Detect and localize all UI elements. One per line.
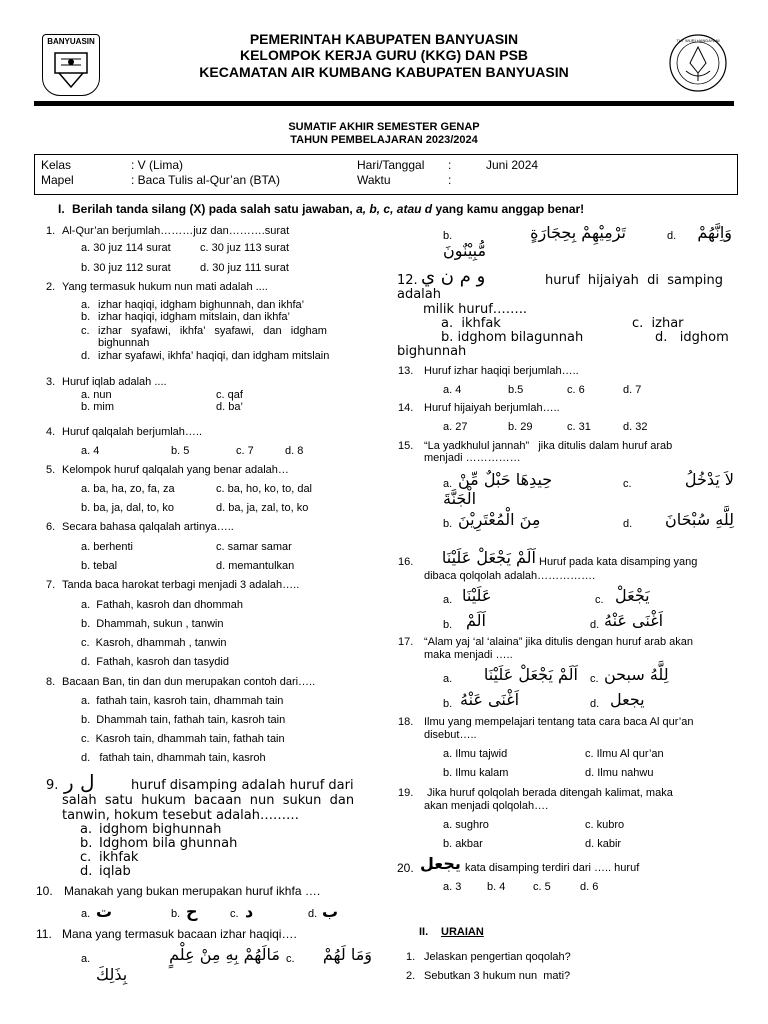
q17-option-b-arabic[interactable]: اَغْنَى عَنْهُ — [460, 690, 520, 709]
q16-option-a-arabic[interactable]: عَلَيْنَا — [462, 586, 492, 605]
q19-option-a[interactable]: a. sughro — [443, 819, 489, 831]
section-1-numeral: I. — [58, 202, 65, 216]
q3-option-c[interactable]: c. qaf — [216, 389, 243, 401]
q16-option-b[interactable]: b. — [443, 619, 453, 631]
q15-option-a-arabic-tail: حِيدِهَا — [515, 470, 553, 489]
header-line-2: KELOMPOK KERJA GURU (KKG) DAN PSB — [239, 47, 529, 63]
q18-text-2: disebut….. — [424, 729, 477, 741]
q2-letter-a: a. — [81, 299, 91, 311]
q11-option-d[interactable]: d. — [667, 230, 677, 242]
q19-option-d[interactable]: d. kabir — [585, 838, 622, 850]
q3-text: Huruf iqlab adalah .... — [62, 376, 167, 388]
q2-letter-b: b. — [81, 311, 91, 323]
q17-option-c-arabic[interactable]: لِلَّهُ سبحن — [604, 665, 669, 684]
q10-option-d-arabic[interactable]: ب — [322, 902, 339, 921]
q8-option-d[interactable]: d. fathah tain, dhammah tain, kasroh — [81, 752, 266, 764]
q18-text-1: Ilmu yang mempelajari tentang tata cara baca Al qur’an — [424, 716, 694, 728]
q15-text-2: menjadi …………… — [424, 452, 521, 464]
exam-title: SUMATIF AKHIR SEMESTER GENAP — [288, 121, 480, 133]
q19-option-b[interactable]: b. akbar — [443, 838, 483, 850]
q17-option-d[interactable]: d. — [590, 698, 600, 710]
q5-option-c[interactable]: c. ba, ho, ko, to, dal — [216, 483, 313, 495]
q11-option-b-arabic[interactable]: تَرْمِيْهِمْ بِحِجَارَةٍ — [530, 223, 626, 242]
q3-number: 3. — [46, 376, 56, 388]
essay-2-number: 2. — [406, 970, 416, 982]
q17-option-d-arabic[interactable]: يجعل — [610, 690, 645, 709]
q13-option-b[interactable]: b.5 — [508, 384, 524, 396]
q14-option-a[interactable]: a. 27 — [443, 421, 468, 433]
q13-option-c[interactable]: c. 6 — [567, 384, 585, 396]
q12-option-d-cont: bighunnah — [397, 344, 467, 359]
q9-text-1: huruf disamping adalah huruf dari — [131, 778, 354, 793]
instruction-options: a, b, c, atau d — [356, 202, 433, 216]
q11-option-a[interactable]: a. — [81, 953, 91, 965]
q5-option-a[interactable]: a. ba, ha, zo, fa, za — [81, 483, 175, 495]
q2-text: Yang termasuk hukum nun mati adalah .... — [62, 281, 268, 293]
q9-option-c[interactable]: ikhfak — [99, 850, 139, 865]
q11-option-a-arabic[interactable]: مَالَهُمْ بِهِ مِنْ عِلْمٍ — [169, 945, 280, 964]
q7-option-c[interactable]: c. Kasroh, dhammah , tanwin — [81, 637, 227, 649]
q12-option-b[interactable]: b. idghom bilagunnah — [441, 330, 584, 345]
header-line-3: KECAMATAN AIR KUMBANG KABUPATEN BANYUASIN — [199, 64, 569, 80]
q12-arabic: و م ن ي — [421, 266, 486, 287]
q20-option-b[interactable]: b. 4 — [487, 881, 506, 893]
q2-option-b[interactable]: izhar haqiqi, idgham mitslain, dan ikhfa’ — [98, 311, 290, 323]
q14-option-c[interactable]: c. 31 — [567, 421, 591, 433]
q20-option-d[interactable]: d. 6 — [580, 881, 599, 893]
q18-option-b[interactable]: b. Ilmu kalam — [443, 767, 509, 779]
q17-text-1: “Alam yaj ‘al ‘alaina” jika ditulis dengan huruf arab akan — [424, 636, 694, 648]
q10-text: Manakah yang bukan merupakan huruf ikhfa …. — [64, 884, 321, 898]
q3-option-b[interactable]: b. mim — [81, 401, 114, 413]
instruction-part-a: Berilah tanda silang (X) pada salah satu jawaban, — [72, 202, 357, 216]
q6-text: Secara bahasa qalqalah artinya….. — [62, 521, 234, 533]
q3-option-a[interactable]: a. nun — [81, 389, 112, 401]
q11-option-c-arabic[interactable]: وَمَا لَهُمْ — [322, 945, 372, 964]
q20-option-c[interactable]: c. 5 — [533, 881, 551, 893]
q13-option-d[interactable]: d. 7 — [623, 384, 642, 396]
q9-arabic: ل ر — [64, 770, 95, 794]
q4-text: Huruf qalqalah berjumlah….. — [62, 426, 203, 438]
header-line-1: PEMERINTAH KABUPATEN BANYUASIN — [249, 31, 519, 47]
waktu-label: Waktu — [357, 173, 391, 187]
q4-option-b[interactable]: b. 5 — [171, 445, 190, 457]
q20-text: kata disamping terdiri dari ….. huruf — [465, 862, 640, 874]
q7-text: Tanda baca harokat terbagi menjadi 3 adalah….. — [62, 579, 300, 591]
q15-option-c-arabic[interactable]: لاَ يَدْخُلُ — [684, 470, 734, 489]
q3-option-d[interactable]: d. ba’ — [216, 401, 243, 413]
q6-option-a[interactable]: a. berhenti — [81, 541, 133, 553]
exam-year: TAHUN PEMBELAJARAN 2023/2024 — [290, 134, 478, 146]
hari-colon: : — [448, 158, 452, 172]
q17-option-a[interactable]: a. — [443, 673, 453, 685]
q1-text: Al-Qur’an berjumlah………juz dan……….surat — [62, 225, 290, 237]
q10-option-a-arabic[interactable]: ت — [96, 902, 113, 921]
q16-arabic: اَلَمْ يَجْعَلْ عَلَيْنَا — [441, 548, 536, 567]
q12-option-d[interactable]: d. idghom — [655, 330, 729, 345]
q11-text: Mana yang termasuk bacaan izhar haqiqi…. — [62, 927, 297, 941]
q17-number: 17. — [398, 636, 414, 648]
q17-option-b[interactable]: b. — [443, 698, 453, 710]
q9-option-b[interactable]: Idghom bila ghunnah — [99, 836, 238, 851]
q12-text-3: milik huruf…….. — [423, 302, 528, 317]
q9-letter-d: d. — [80, 864, 93, 879]
q20-arabic: يجعل — [420, 854, 461, 873]
q10-option-d[interactable]: d. — [308, 908, 318, 920]
q15-option-b-arabic[interactable]: مِنَ الْمُعْتَرِيْنَ — [458, 510, 541, 529]
section-1-instruction — [72, 202, 584, 216]
q11-option-c[interactable]: c. — [286, 953, 295, 965]
q12-option-a[interactable]: a. ikhfak — [441, 316, 501, 331]
tut-wuri-text: TUT WURI HANDAYANI — [676, 38, 720, 43]
q8-number: 8. — [46, 676, 56, 688]
q2-option-c[interactable]: izhar syafawi, ikhfa’ syafawi, dan idgham — [98, 325, 327, 337]
q11-option-d-arabic[interactable]: وَاِنَّهُمْ — [697, 223, 732, 242]
q8-option-b[interactable]: b. Dhammah tain, fathah tain, kasroh tain — [81, 714, 286, 726]
section-2-title: URAIAN — [441, 926, 484, 938]
q7-option-d[interactable]: d. Fathah, kasroh dan tasydid — [81, 656, 229, 668]
q4-option-a[interactable]: a. 4 — [81, 445, 100, 457]
q6-number: 6. — [46, 521, 56, 533]
q17-option-a-arabic[interactable]: اَلَمْ يَجْعَلْ عَلَيْنَا — [483, 665, 578, 684]
q15-option-d[interactable]: d. — [623, 518, 633, 530]
q15-option-c[interactable]: c. — [623, 478, 632, 490]
q12-text-1: huruf hijaiyah di samping — [545, 273, 723, 288]
banyuasin-logo-text: BANYUASIN — [47, 37, 95, 46]
q15-text-1: “La yadkhulul jannah” jika ditulis dalam huruf arab — [424, 440, 673, 452]
q5-number: 5. — [46, 464, 56, 476]
q16-option-d-arabic[interactable]: اَغْنَى عَنْهُ — [604, 611, 664, 630]
q11-option-b[interactable]: b. — [443, 230, 453, 242]
q1-number: 1. — [46, 225, 56, 237]
q9-option-d[interactable]: iqlab — [99, 864, 131, 879]
q1-option-d[interactable]: d. 30 juz 111 surat — [200, 262, 289, 274]
q9-text-2: salah satu hukum bacaan nun sukun dan — [62, 793, 355, 808]
q5-text: Kelompok huruf qalqalah yang benar adalah… — [62, 464, 289, 476]
header-divider — [34, 101, 734, 106]
q2-option-a[interactable]: izhar haqiqi, idgham bighunnah, dan ikhfa’ — [98, 299, 305, 311]
q16-text-1: Huruf pada kata disamping yang — [539, 556, 698, 568]
hari-value: Juni 2024 — [486, 158, 539, 172]
q18-option-c[interactable]: c. Ilmu Al qur’an — [585, 748, 664, 760]
instruction-part-c: yang kamu anggap benar! — [432, 202, 585, 216]
essay-1-number: 1. — [406, 951, 416, 963]
q10-option-b[interactable]: b. — [171, 908, 181, 920]
q11-option-a-arabic-cont: بِذَلِكَ — [96, 965, 128, 984]
q6-option-c[interactable]: c. samar samar — [216, 541, 292, 553]
q16-option-c[interactable]: c. — [595, 594, 604, 606]
q13-text: Huruf izhar haqiqi berjumlah….. — [424, 365, 579, 377]
q12-option-c[interactable]: c. izhar — [632, 316, 684, 331]
q8-option-a[interactable]: a. fathah tain, kasroh tain, dhammah tain — [81, 695, 284, 707]
q1-option-a[interactable]: a. 30 juz 114 surat — [81, 242, 171, 254]
section-2-numeral: II. — [419, 926, 429, 938]
kelas-value: : V (Lima) — [131, 158, 184, 172]
q13-option-a[interactable]: a. 4 — [443, 384, 462, 396]
q18-option-d[interactable]: d. Ilmu nahwu — [585, 767, 654, 779]
q19-number: 19. — [398, 787, 414, 799]
q7-number: 7. — [46, 579, 56, 591]
q8-option-c[interactable]: c. Kasroh tain, dhammah tain, fathah tain — [81, 733, 285, 745]
q5-option-d[interactable]: d. ba, ja, zal, to, ko — [216, 502, 309, 514]
q4-option-d[interactable]: d. 8 — [285, 445, 304, 457]
q19-text-2: akan menjadi qolqolah…. — [424, 800, 549, 812]
q1-option-c[interactable]: c. 30 juz 113 surat — [200, 242, 290, 254]
q14-number: 14. — [398, 402, 414, 414]
q16-option-d[interactable]: d. — [590, 619, 600, 631]
q7-option-a[interactable]: a. Fathah, kasroh dan dhommah — [81, 599, 244, 611]
q10-number: 10. — [36, 884, 53, 898]
q2-number: 2. — [46, 281, 56, 293]
q16-option-b-arabic[interactable]: اَلَمْ — [466, 611, 486, 630]
kelas-label: Kelas — [41, 158, 72, 172]
q12-text-2: adalah — [397, 287, 442, 302]
q9-letter-a: a. — [80, 822, 93, 837]
q20-option-a[interactable]: a. 3 — [443, 881, 462, 893]
q6-option-b[interactable]: b. tebal — [81, 560, 118, 572]
q5-option-b[interactable]: b. ba, ja, dal, to, ko — [81, 502, 174, 514]
q7-option-b[interactable]: b. Dhammah, sukun , tanwin — [81, 618, 224, 630]
q9-option-a[interactable]: idghom bighunnah — [99, 822, 222, 837]
essay-2-text: Sebutkan 3 hukum nun mati? — [424, 970, 571, 982]
waktu-colon: : — [448, 173, 452, 187]
q18-number: 18. — [398, 716, 414, 728]
q19-text-1: Jika huruf qolqolah berada ditengah kalimat, maka — [427, 787, 673, 799]
q16-number: 16. — [398, 556, 414, 568]
q15-option-d-arabic[interactable]: لِلَّهِ سُبْحَانَ — [664, 510, 734, 529]
q11-number: 11. — [36, 927, 52, 941]
q18-option-a[interactable]: a. Ilmu tajwid — [443, 748, 508, 760]
q2-letter-d: d. — [81, 350, 91, 362]
q13-number: 13. — [398, 365, 414, 377]
essay-1-text: Jelaskan pengertian qoqolah? — [424, 951, 571, 963]
q6-option-d[interactable]: d. memantulkan — [216, 560, 295, 572]
q19-option-c[interactable]: c. kubro — [585, 819, 625, 831]
q2-option-d[interactable]: izhar syafawi, ikhfa’ haqiqi, dan idgham mitslain — [98, 350, 330, 362]
mapel-label: Mapel — [41, 173, 74, 187]
q9-letter-b: b. — [80, 836, 93, 851]
q2-letter-c: c. — [81, 325, 90, 337]
q12-number: 12. — [397, 273, 418, 288]
q16-option-c-arabic[interactable]: يَجْعَلْ — [615, 586, 650, 605]
q15-option-c-arabic-cont: الْجَنَّةَ — [443, 489, 477, 508]
q4-option-c[interactable]: c. 7 — [236, 445, 254, 457]
q17-text-2: maka menjadi ….. — [424, 649, 513, 661]
q4-number: 4. — [46, 426, 56, 438]
q1-option-b[interactable]: b. 30 juz 112 surat — [81, 262, 171, 274]
q9-letter-c: c. — [80, 850, 92, 865]
q8-text: Bacaan Ban, tin dan dun merupakan contoh dari….. — [62, 676, 316, 688]
q14-option-b[interactable]: b. 29 — [508, 421, 533, 433]
q14-text: Huruf hijaiyah berjumlah….. — [424, 402, 560, 414]
q17-option-c[interactable]: c. — [590, 673, 599, 685]
q16-option-a[interactable]: a. — [443, 594, 453, 606]
q14-option-d[interactable]: d. 32 — [623, 421, 648, 433]
hari-label: Hari/Tanggal — [357, 158, 425, 172]
q10-option-a[interactable]: a. — [81, 908, 91, 920]
q10-option-c[interactable]: c. — [230, 908, 239, 920]
q15-option-a-arabic-head: حَبْلٌ مِّنْ — [458, 470, 511, 489]
q15-option-a[interactable]: a. — [443, 478, 453, 490]
q2-option-c-cont: bighunnah — [98, 337, 150, 349]
mapel-value: : Baca Tulis al-Qur’an (BTA) — [131, 173, 280, 187]
q11-option-b-arabic-cont: مُّبِيْنٌونَ — [443, 241, 487, 260]
q20-number: 20. — [397, 861, 414, 875]
q15-number: 15. — [398, 440, 414, 452]
tut-wuri-logo — [668, 33, 728, 93]
q10-option-b-arabic[interactable]: ح — [186, 902, 198, 921]
q15-option-b[interactable]: b. — [443, 518, 453, 530]
q9-number: 9. — [46, 778, 59, 793]
q16-text-2: dibaca qolqolah adalah……………. — [424, 570, 596, 582]
q9-text-3: tanwin, hokum tesebut adalah……… — [62, 808, 299, 823]
q10-option-c-arabic[interactable]: د — [245, 902, 254, 921]
